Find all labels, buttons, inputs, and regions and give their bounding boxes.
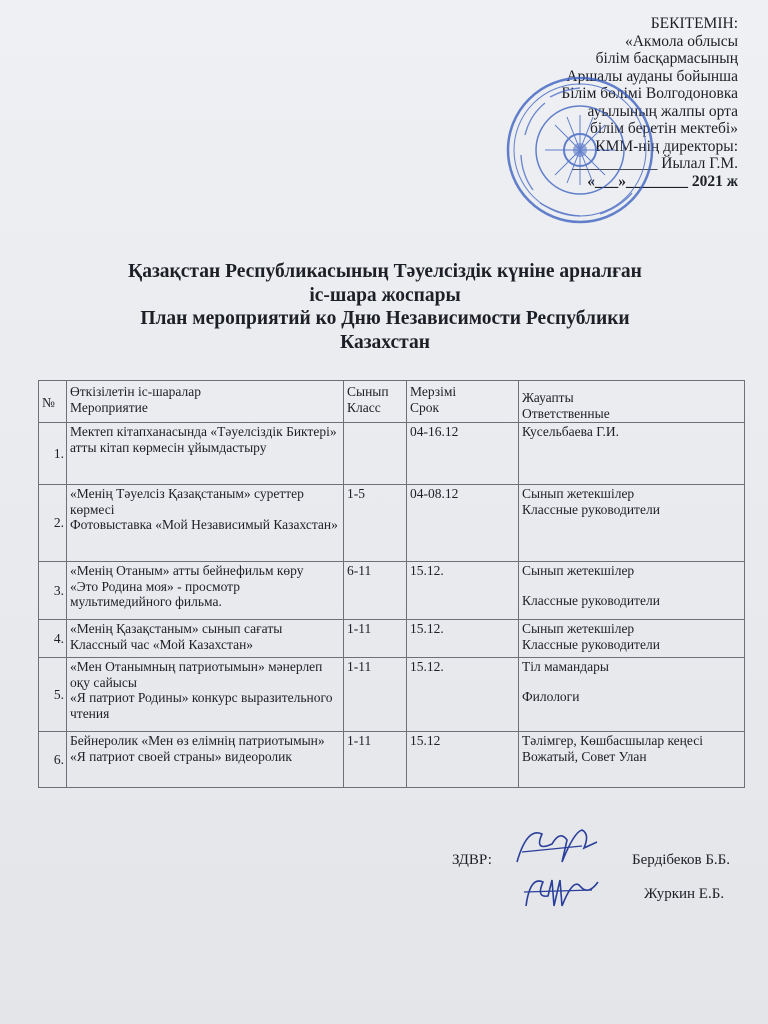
row-num: 6. xyxy=(39,732,67,788)
header-date xyxy=(407,381,519,423)
title-kz-line2: іс-шара жоспары xyxy=(309,284,461,306)
row-resp-ru: Классные руководители xyxy=(522,592,660,608)
row-responsible xyxy=(519,620,745,658)
signature-1-icon xyxy=(512,822,602,872)
events-table xyxy=(38,380,745,788)
row-event-kz: «Менің Отаным» атты бейнефильм көру xyxy=(70,563,304,578)
row-date: 15.12. xyxy=(407,620,519,658)
row-resp-kz: Сынып жетекшілер xyxy=(522,486,635,501)
row-event-ru: Классный час «Мой Казахстан» xyxy=(70,636,254,652)
header-date-ru: Срок xyxy=(410,399,440,415)
signature-2-icon xyxy=(518,868,608,918)
row-responsible xyxy=(519,423,745,485)
plan-title xyxy=(100,260,670,354)
school-stamp-icon xyxy=(505,75,655,225)
row-date: 15.12. xyxy=(407,562,519,620)
row-class: 1-11 xyxy=(344,620,407,658)
header-resp-ru: Ответственные xyxy=(522,405,610,421)
row-event-ru: Фотовыставка «Мой Независимый Казахстан» xyxy=(70,517,338,532)
row-num: 5. xyxy=(39,658,67,732)
header-num: № xyxy=(39,381,67,423)
row-class: 1-11 xyxy=(344,658,407,732)
header-class xyxy=(344,381,407,423)
row-event xyxy=(67,562,344,620)
title-kz-line1: Қазақстан Республикасының Тәуелсіздік күніне арналған xyxy=(128,261,642,282)
row-event-kz: «Менің Қазақстаным» сынып сағаты xyxy=(70,621,283,636)
approval-line: КММ-нің директоры: xyxy=(595,137,738,155)
row-event-kz: «Мен Отанымның патриотымын» мәнерлеп оқу сайысы xyxy=(70,659,323,690)
approval-line: ауылының жалпы орта xyxy=(587,102,738,120)
title-ru-line2: Казахстан xyxy=(340,331,430,353)
row-resp-kz: Тәлімгер, Көшбасшылар кеңесі xyxy=(522,733,703,748)
row-resp-ru: Классные руководители xyxy=(522,501,660,517)
row-responsible xyxy=(519,485,745,562)
row-resp-kz: Сынып жетекшілер xyxy=(522,563,635,578)
header-event-kz: Өткізілетін іс-шаралар xyxy=(70,384,201,399)
row-responsible xyxy=(519,562,745,620)
row-event-kz: «Менің Тәуелсіз Қазақстаным» суреттер көрмесі xyxy=(70,486,304,517)
header-date-kz: Мерзімі xyxy=(410,384,457,399)
row-resp-ru: Филологи xyxy=(522,688,580,704)
approval-line: «Акмола облысы xyxy=(624,32,738,50)
footer-name-1: Бердібеков Б.Б. xyxy=(632,852,731,868)
table-row xyxy=(39,732,745,788)
header-responsible xyxy=(519,381,745,423)
row-responsible xyxy=(519,732,745,788)
row-event-kz: Бейнеролик «Мен өз елімнің патриотымын» xyxy=(70,733,325,748)
row-date: 04-16.12 xyxy=(407,423,519,485)
footer-name-2: Журкин Е.Б. xyxy=(644,886,725,902)
table-row xyxy=(39,658,745,732)
row-event-ru: «Я патриот Родины» конкурс выразительного чтения xyxy=(70,690,333,721)
row-date: 15.12 xyxy=(407,732,519,788)
row-num: 3. xyxy=(39,562,67,620)
row-class: 6-11 xyxy=(344,562,407,620)
row-class: 1-11 xyxy=(344,732,407,788)
row-resp-kz: Тіл мамандары xyxy=(522,659,609,674)
table-row xyxy=(39,423,745,485)
row-event-ru: «Это Родина моя» - просмотр мультимедийного фильма. xyxy=(70,578,240,609)
approval-date-line: «___»________ 2021 ж xyxy=(587,172,738,190)
row-resp-kz: Сынып жетекшілер xyxy=(522,621,635,636)
approval-line: БЕКІТЕМІН: xyxy=(650,15,738,32)
header-class-kz: Сынып xyxy=(347,384,389,399)
row-num: 2. xyxy=(39,485,67,562)
row-event xyxy=(67,485,344,562)
row-event xyxy=(67,620,344,658)
row-event xyxy=(67,732,344,788)
table-row xyxy=(39,620,745,658)
table-row xyxy=(39,485,745,562)
header-resp-kz: Жауапты xyxy=(522,390,574,405)
row-resp-ru: Классные руководители xyxy=(522,636,660,652)
row-responsible xyxy=(519,658,745,732)
row-event xyxy=(67,423,344,485)
row-num: 1. xyxy=(39,423,67,485)
row-class xyxy=(344,423,407,485)
approval-line: білім беретін мектебі» xyxy=(590,120,738,137)
row-num: 4. xyxy=(39,620,67,658)
row-date: 15.12. xyxy=(407,658,519,732)
table-row xyxy=(39,562,745,620)
row-resp-text: Кусельбаева Г.И. xyxy=(522,424,619,439)
row-event-text: Мектеп кітапханасында «Тәуелсіздік Биктері» атты кітап көрмесін ұйымдастыру xyxy=(70,424,337,455)
approval-line: Білім бөлімі Волгодоновка xyxy=(561,85,738,102)
approval-line: Аршалы ауданы бойынша xyxy=(566,67,738,85)
table-header-row xyxy=(39,381,745,423)
row-date: 04-08.12 xyxy=(407,485,519,562)
header-event xyxy=(67,381,344,423)
header-class-ru: Класс xyxy=(347,399,381,415)
row-event xyxy=(67,658,344,732)
row-event-ru: «Я патриот своей страны» видеоролик xyxy=(70,748,292,764)
header-event-ru: Мероприятие xyxy=(70,399,148,415)
title-ru-line1: План мероприятий ко Дню Независимости Республики xyxy=(140,308,630,329)
director-signature-line: ___________ Йылал Г.М. xyxy=(572,155,738,172)
row-resp-ru: Вожатый, Совет Улан xyxy=(522,748,647,764)
footer-role: ЗДВР: xyxy=(452,852,492,868)
approval-line: білім басқармасының xyxy=(595,50,738,67)
row-class: 1-5 xyxy=(344,485,407,562)
